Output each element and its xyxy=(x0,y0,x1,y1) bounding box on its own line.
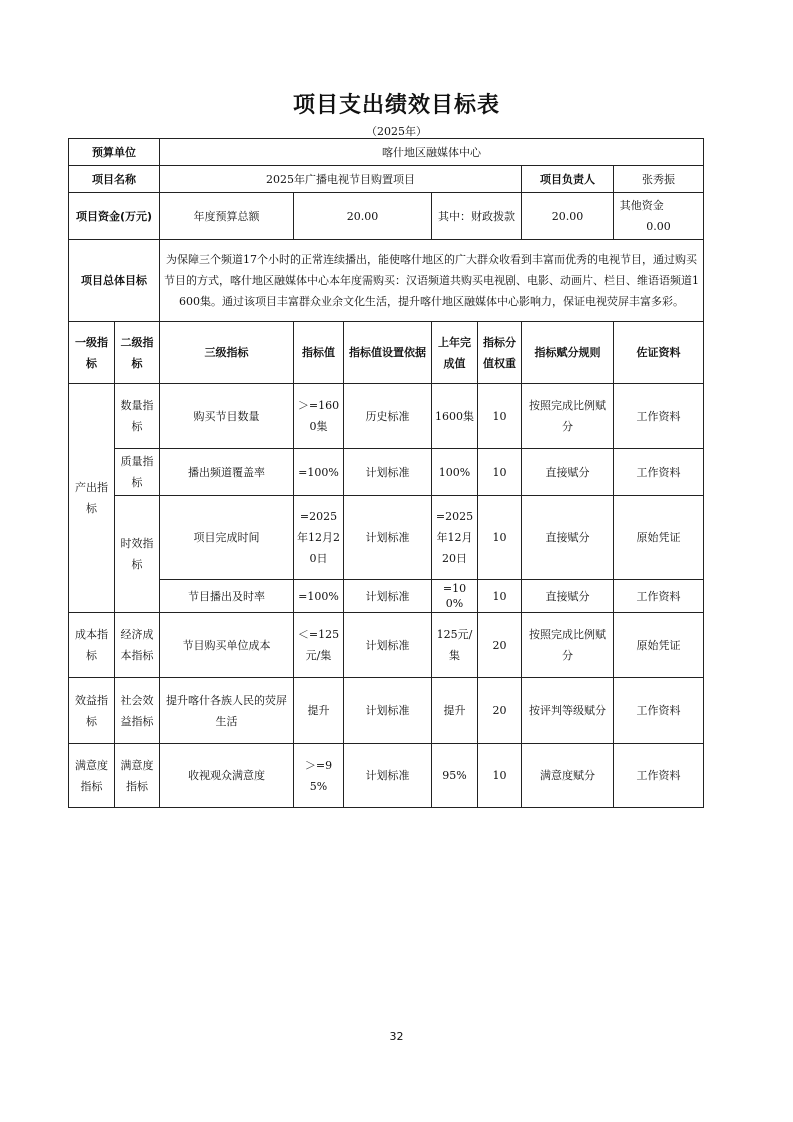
weight-cell: 10 xyxy=(478,744,522,808)
basis-cell: 计划标准 xyxy=(344,449,432,496)
table-row xyxy=(69,744,704,808)
level2-cell: 经济成本指标 xyxy=(115,613,160,678)
col-level1: 一级指标 xyxy=(69,322,115,384)
owner-value: 张秀振 xyxy=(614,166,704,193)
evidence-cell: 工作资料 xyxy=(614,744,704,808)
page-number: 32 xyxy=(389,1030,404,1043)
table-row xyxy=(69,449,704,496)
level2-cell: 时效指标 xyxy=(115,496,160,613)
col-evidence: 佐证资料 xyxy=(614,322,704,384)
year-label: （2025年） xyxy=(366,125,427,138)
annual-budget-value: 20.00 xyxy=(294,193,432,240)
last-year-cell: 提升 xyxy=(432,678,478,744)
value-cell: 提升 xyxy=(294,678,344,744)
funds-label: 项目资金(万元) xyxy=(69,193,160,240)
level2-cell: 质量指标 xyxy=(115,449,160,496)
project-name-value: 2025年广播电视节目购置项目 xyxy=(160,166,522,193)
rule-cell: 满意度赋分 xyxy=(522,744,614,808)
level3-cell: 项目完成时间 xyxy=(160,496,294,580)
evidence-cell: 原始凭证 xyxy=(614,496,704,580)
basis-cell: 计划标准 xyxy=(344,613,432,678)
fiscal-label: 其中：财政拨款 xyxy=(432,193,522,240)
rule-cell: 直接赋分 xyxy=(522,496,614,580)
fiscal-value: 20.00 xyxy=(522,193,614,240)
weight-cell: 10 xyxy=(478,384,522,449)
owner-label: 项目负责人 xyxy=(522,166,614,193)
last-year-cell: =2025年12月20日 xyxy=(432,496,478,580)
budget-unit-label: 预算单位 xyxy=(69,139,160,166)
column-header-row xyxy=(69,322,704,384)
last-year-cell: 125元/集 xyxy=(432,613,478,678)
col-weight: 指标分值权重 xyxy=(478,322,522,384)
other-funds-value: 0.00 xyxy=(646,220,671,233)
level1-cell: 成本指标 xyxy=(69,613,115,678)
weight-cell: 10 xyxy=(478,580,522,613)
col-level3: 三级指标 xyxy=(160,322,294,384)
level3-cell: 收视观众满意度 xyxy=(160,744,294,808)
level3-cell: 购买节目数量 xyxy=(160,384,294,449)
evidence-cell: 工作资料 xyxy=(614,384,704,449)
rule-cell: 直接赋分 xyxy=(522,449,614,496)
basis-cell: 计划标准 xyxy=(344,678,432,744)
funds-row xyxy=(69,193,704,240)
last-year-cell: 100% xyxy=(432,449,478,496)
budget-unit-row xyxy=(69,139,704,166)
last-year-cell: 1600集 xyxy=(432,384,478,449)
table-row xyxy=(69,678,704,744)
value-cell: ＜=125元/集 xyxy=(294,613,344,678)
value-cell: ＞=95% xyxy=(294,744,344,808)
value-cell: ＞=1600集 xyxy=(294,384,344,449)
last-year-cell: 95% xyxy=(432,744,478,808)
table-row xyxy=(69,580,704,613)
value-cell: =100% xyxy=(294,580,344,613)
level3-cell: 播出频道覆盖率 xyxy=(160,449,294,496)
table-row xyxy=(69,613,704,678)
level2-cell: 社会效益指标 xyxy=(115,678,160,744)
basis-cell: 历史标准 xyxy=(344,384,432,449)
rule-cell: 按照完成比例赋分 xyxy=(522,384,614,449)
evidence-cell: 原始凭证 xyxy=(614,613,704,678)
weight-cell: 10 xyxy=(478,449,522,496)
level1-cell: 产出指标 xyxy=(69,384,115,613)
weight-cell: 20 xyxy=(478,678,522,744)
level3-cell: 节目播出及时率 xyxy=(160,580,294,613)
rule-cell: 按评判等级赋分 xyxy=(522,678,614,744)
value-cell: =100% xyxy=(294,449,344,496)
goal-text: 为保障三个频道17个小时的正常连续播出，能使喀什地区的广大群众收看到丰富而优秀的电视节目，通过购买节目的方式，喀什地区融媒体中心本年度需购买：汉语频道共购买电视剧、电影、动画片、栏目、维语语频道1600集。通过该项目丰富群众业余文化生活，提升喀什地区融媒体中心影响力，保证电视荧屏丰富多彩。 xyxy=(160,240,704,322)
performance-table xyxy=(68,138,704,808)
goal-row xyxy=(69,240,704,322)
col-rule: 指标赋分规则 xyxy=(522,322,614,384)
col-basis: 指标值设置依据 xyxy=(344,322,432,384)
level2-cell: 数量指标 xyxy=(115,384,160,449)
col-last-year: 上年完成值 xyxy=(432,322,478,384)
rule-cell: 直接赋分 xyxy=(522,580,614,613)
project-name-row xyxy=(69,166,704,193)
level2-cell: 满意度指标 xyxy=(115,744,160,808)
other-funds-label: 其他资金 xyxy=(619,199,664,212)
last-year-cell: =100% xyxy=(432,580,478,613)
level3-cell: 节目购买单位成本 xyxy=(160,613,294,678)
weight-cell: 20 xyxy=(478,613,522,678)
goal-label: 项目总体目标 xyxy=(69,240,160,322)
col-level2: 二级指标 xyxy=(115,322,160,384)
other-funds-cell xyxy=(614,193,704,240)
col-value: 指标值 xyxy=(294,322,344,384)
basis-cell: 计划标准 xyxy=(344,744,432,808)
level3-cell: 提升喀什各族人民的荧屏生活 xyxy=(160,678,294,744)
table-row xyxy=(69,384,704,449)
weight-cell: 10 xyxy=(478,496,522,580)
annual-budget-label: 年度预算总额 xyxy=(160,193,294,240)
evidence-cell: 工作资料 xyxy=(614,678,704,744)
table-row xyxy=(69,496,704,580)
project-name-label: 项目名称 xyxy=(69,166,160,193)
basis-cell: 计划标准 xyxy=(344,580,432,613)
rule-cell: 按照完成比例赋分 xyxy=(522,613,614,678)
basis-cell: 计划标准 xyxy=(344,496,432,580)
budget-unit-value: 喀什地区融媒体中心 xyxy=(160,139,704,166)
evidence-cell: 工作资料 xyxy=(614,449,704,496)
level1-cell: 效益指标 xyxy=(69,678,115,744)
page-title: 项目支出绩效目标表 xyxy=(292,93,500,118)
evidence-cell: 工作资料 xyxy=(614,580,704,613)
level1-cell: 满意度指标 xyxy=(69,744,115,808)
value-cell: =2025年12月20日 xyxy=(294,496,344,580)
